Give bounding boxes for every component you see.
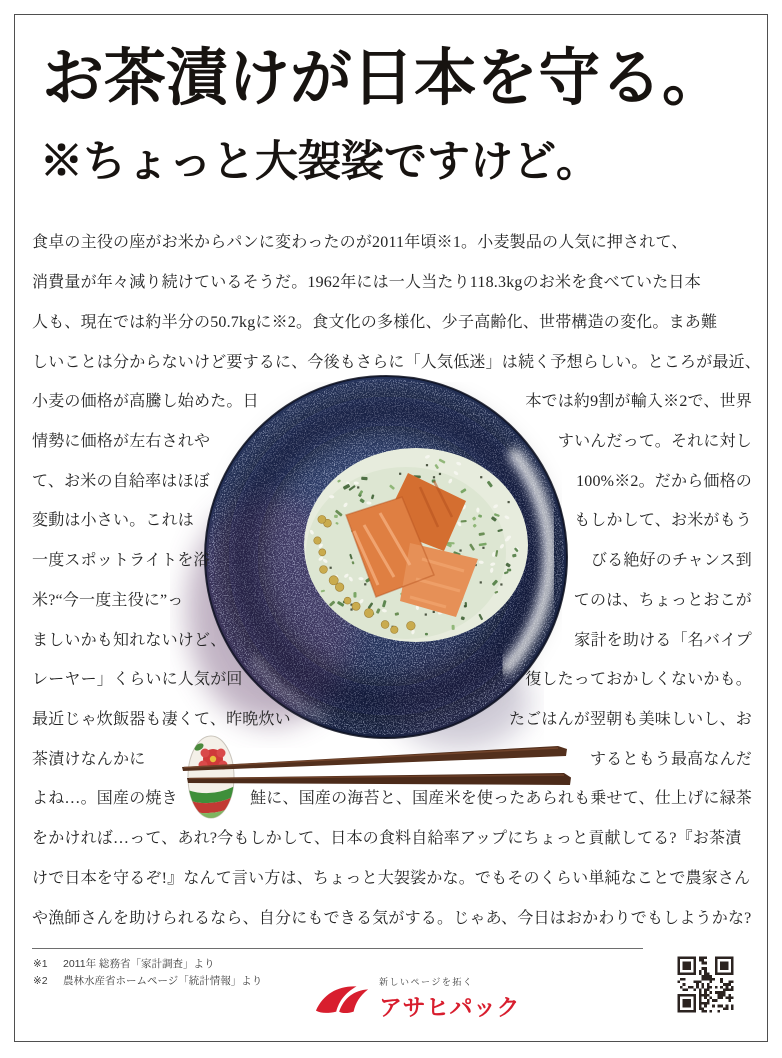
subheadline: ※ちょっと大袈裟ですけど。 bbox=[40, 139, 599, 186]
asahipack-swoosh-icon bbox=[314, 981, 372, 1017]
body-line: レーヤー」くらいに人気が回 復したっておかしくないかも。 bbox=[32, 671, 752, 689]
footnote-divider bbox=[32, 948, 643, 949]
body-line: 人も、現在では約半分の50.7kgに※2。食文化の多様化、少子高齢化、世帯構造の変化。まあ難 bbox=[32, 313, 718, 331]
body-line: しいことは分からないけど要するに、今後もさらに「人気低迷」は続く予想らしい。ところが最近、 bbox=[32, 353, 762, 371]
asahipack-logo bbox=[314, 975, 520, 1022]
body-text bbox=[32, 221, 762, 936]
body-line: や漁師さんを助けられるなら、自分にもできる気がする。じゃあ、今日はおかわりでもしようかな? bbox=[32, 909, 752, 927]
logo-tagline: 新しいページを拓く bbox=[379, 977, 474, 987]
body-line: をかければ…って、あれ?今もしかして、日本の食料自給率アップにちょっと貢献してる?『お茶漬 bbox=[32, 830, 742, 848]
body-line: て、お米の自給率はほぼ 100%※2。だから価格の bbox=[32, 472, 752, 490]
qr-code bbox=[672, 951, 739, 1018]
footnote-1: ※1 2011年 総務省「家計調査」より bbox=[33, 958, 215, 970]
body-line: 変動は小さい。これは もしかして、お米がもう bbox=[32, 512, 752, 530]
body-line: 一度スポットライトを浴 びる絶好のチャンス到 bbox=[32, 552, 752, 570]
body-line: 茶漬けなんかに するともう最高なんだ bbox=[32, 750, 752, 768]
headline: お茶漬けが日本を守る。 bbox=[42, 45, 725, 113]
body-line: ましいかも知れないけど、 家計を助ける「名バイプ bbox=[32, 631, 752, 649]
body-line: よね…。国産の焼き 鮭に、国産の海苔と、国産米を使ったあられも乗せて、仕上げに緑茶 bbox=[32, 790, 752, 808]
body-line: 情勢に価格が左右されや すいんだって。それに対し bbox=[32, 432, 752, 450]
body-line: 消費量が年々減り続けているそうだ。1962年には一人当たり118.3kgのお米を食べていた日本 bbox=[32, 274, 701, 292]
body-line: 小麦の価格が高騰し始めた。日 本では約9割が輸入※2で、世界 bbox=[32, 393, 752, 411]
footnote-2: ※2 農林水産省ホームページ「統計情報」より bbox=[33, 975, 263, 987]
body-line: 米?“今一度主役に”っ てのは、ちょっとおこが bbox=[32, 591, 752, 609]
body-line: 最近じゃ炊飯器も凄くて、昨晩炊い たごはんが翌朝も美味しいし、お bbox=[32, 710, 752, 728]
footnotes bbox=[33, 956, 262, 990]
body-line: けで日本を守るぞ!』なんて言い方は、ちょっと大袈裟かな。でもそのくらい単純なことで農家さん bbox=[32, 869, 751, 887]
logo-brand: アサヒパック bbox=[379, 994, 520, 1020]
body-line: 食卓の主役の座がお米からパンに変わったのが2011年頃※1。小麦製品の人気に押されて、 bbox=[32, 234, 688, 252]
